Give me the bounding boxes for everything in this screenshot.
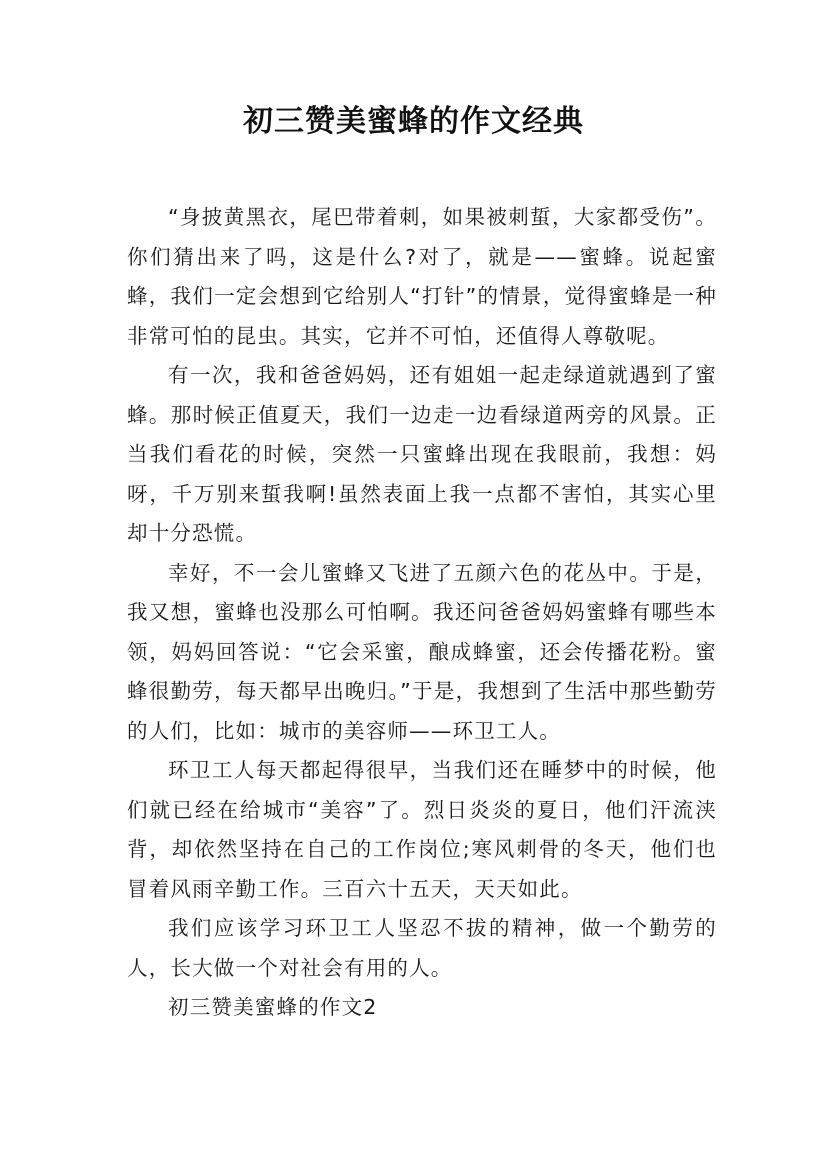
paragraph: 我们应该学习环卫工人坚忍不拔的精神，做一个勤劳的人，长大做一个对社会有用的人。 (127, 916, 717, 980)
paragraph: 有一次，我和爸爸妈妈，还有姐姐一起走绿道就遇到了蜜蜂。那时候正值夏天，我们一边走一边看绿道两旁的风景。正当我们看花的时候，突然一只蜜蜂出现在我眼前，我想：妈呀，千万别来蜇我啊!虽然表面上我一点都不害怕，其实心里却十分恐慌。 (127, 363, 717, 545)
paragraph: “身披黄黑衣，尾巴带着刺，如果被刺蜇，大家都受伤”。你们猜出来了吗，这是什么?对了，就是——蜜蜂。说起蜜蜂，我们一定会想到它给别人“打针”的情景，觉得蜜蜂是一种非常可怕的昆虫。其实，它并不可怕，还值得人尊敬呢。 (127, 205, 717, 348)
paragraph: 环卫工人每天都起得很早，当我们还在睡梦中的时候，他们就已经在给城市“美容”了。烈日炎炎的夏日，他们汗流浃背，却依然坚持在自己的工作岗位;寒风刺骨的冬天，他们也冒着风雨辛勤工作。三百六十五天，天天如此。 (127, 758, 717, 901)
document-title: 初三赞美蜜蜂的作文经典 (243, 104, 584, 139)
paragraph: 幸好，不一会儿蜜蜂又飞进了五颜六色的花丛中。于是，我又想，蜜蜂也没那么可怕啊。我还问爸爸妈妈蜜蜂有哪些本领，妈妈回答说：“它会采蜜，酿成蜂蜜，还会传播花粉。蜜蜂很勤劳，每天都早出晚归。”于是，我想到了生活中那些勤劳的人们，比如：城市的美容师——环卫工人。 (127, 560, 717, 743)
document-body (127, 198, 717, 1028)
paragraph: 初三赞美蜜蜂的作文2 (168, 995, 378, 1019)
